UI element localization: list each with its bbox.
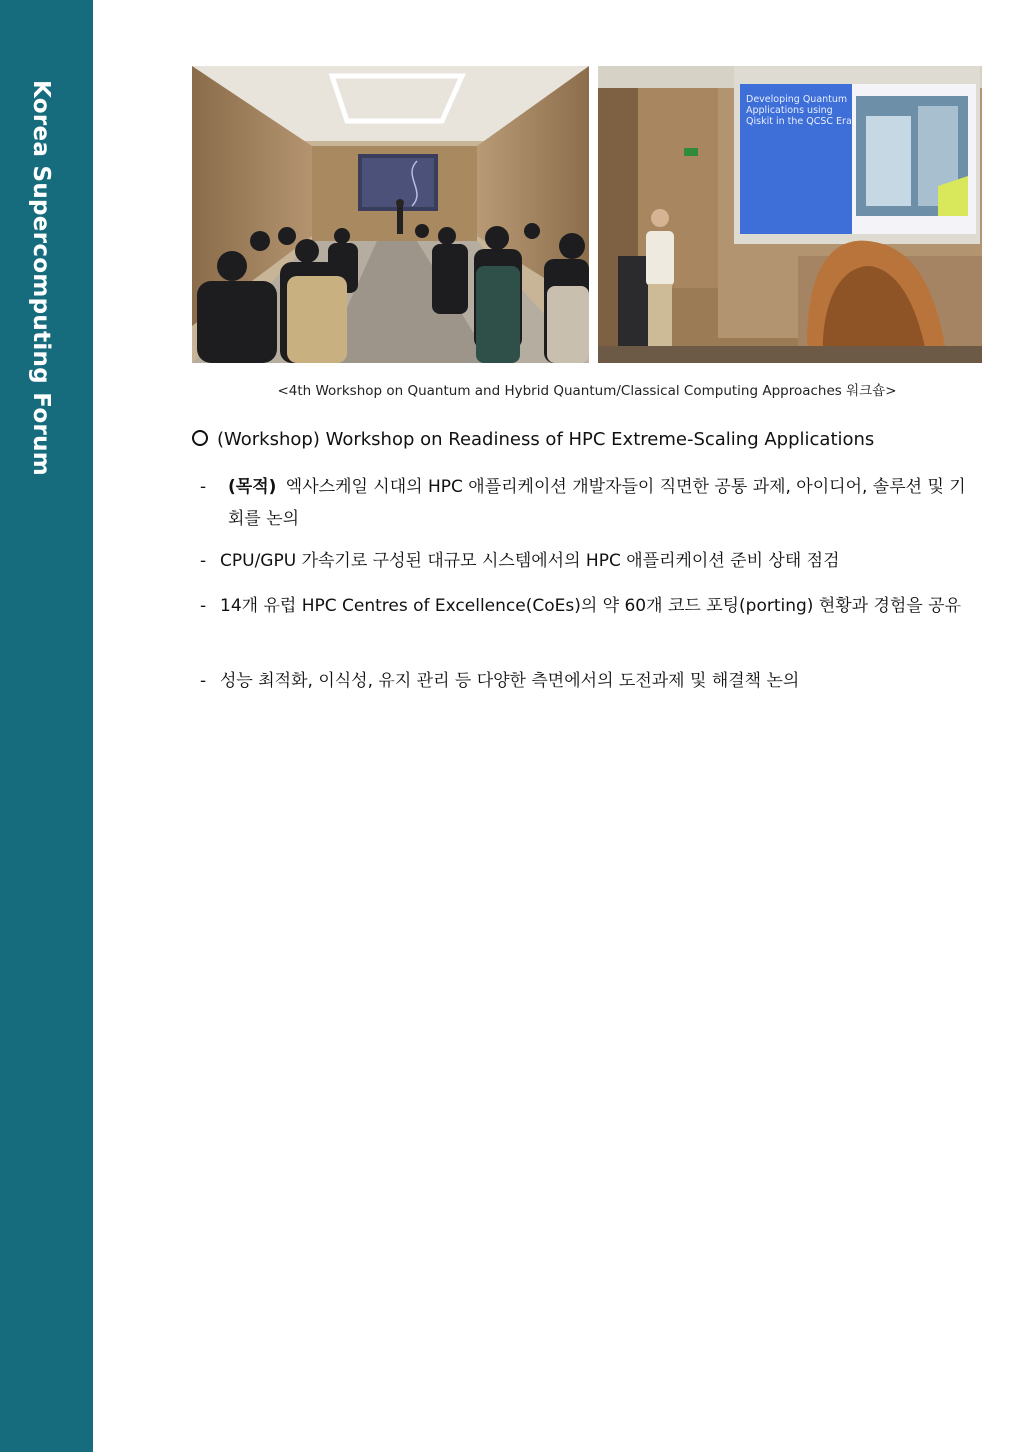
list-item-text: 성능 최적화, 이식성, 유지 관리 등 다양한 측면에서의 도전과제 및 해결책 논의 (220, 671, 800, 691)
photo-caption: <4th Workshop on Quantum and Hybrid Quantum/Classical Computing Approaches 워크숍> (277, 383, 897, 399)
section-heading (192, 429, 982, 450)
list-item-text: CPU/GPU 가속기로 구성된 대규모 시스템에서의 HPC 애플리케이션 준비 상태 점검 (220, 551, 840, 571)
dash-marker: - (200, 551, 207, 571)
section-heading-text: (Workshop) Workshop on Readiness of HPC Extreme-Scaling Applications (217, 429, 875, 450)
dash-marker: - (200, 477, 207, 497)
circle-bullet-icon (192, 430, 208, 446)
list-item (200, 545, 975, 577)
list-item-text: 14개 유럽 HPC Centres of Excellence(CoEs)의 약 60개 코드 포팅(porting) 현황과 경험을 공유 (220, 596, 962, 616)
list-item (200, 665, 975, 697)
workshop-speaker-photo (598, 66, 982, 363)
sidebar (0, 0, 93, 1452)
workshop-audience-photo (192, 66, 589, 363)
list-item-label: (목적) (228, 477, 277, 497)
sidebar-title: Korea Supercomputing Forum (28, 80, 54, 477)
dash-marker: - (200, 671, 207, 691)
dash-marker: - (200, 596, 207, 616)
slide-title-text: Developing Quantum Applications using Qiskit in the QCSC Era (746, 94, 852, 127)
list-item-text: (목적) 엑사스케일 시대의 HPC 애플리케이션 개발자들이 직면한 공통 과제, 아이디어, 솔루션 및 기회를 논의 (228, 477, 966, 529)
list-item (200, 590, 975, 622)
list-item (200, 471, 975, 535)
